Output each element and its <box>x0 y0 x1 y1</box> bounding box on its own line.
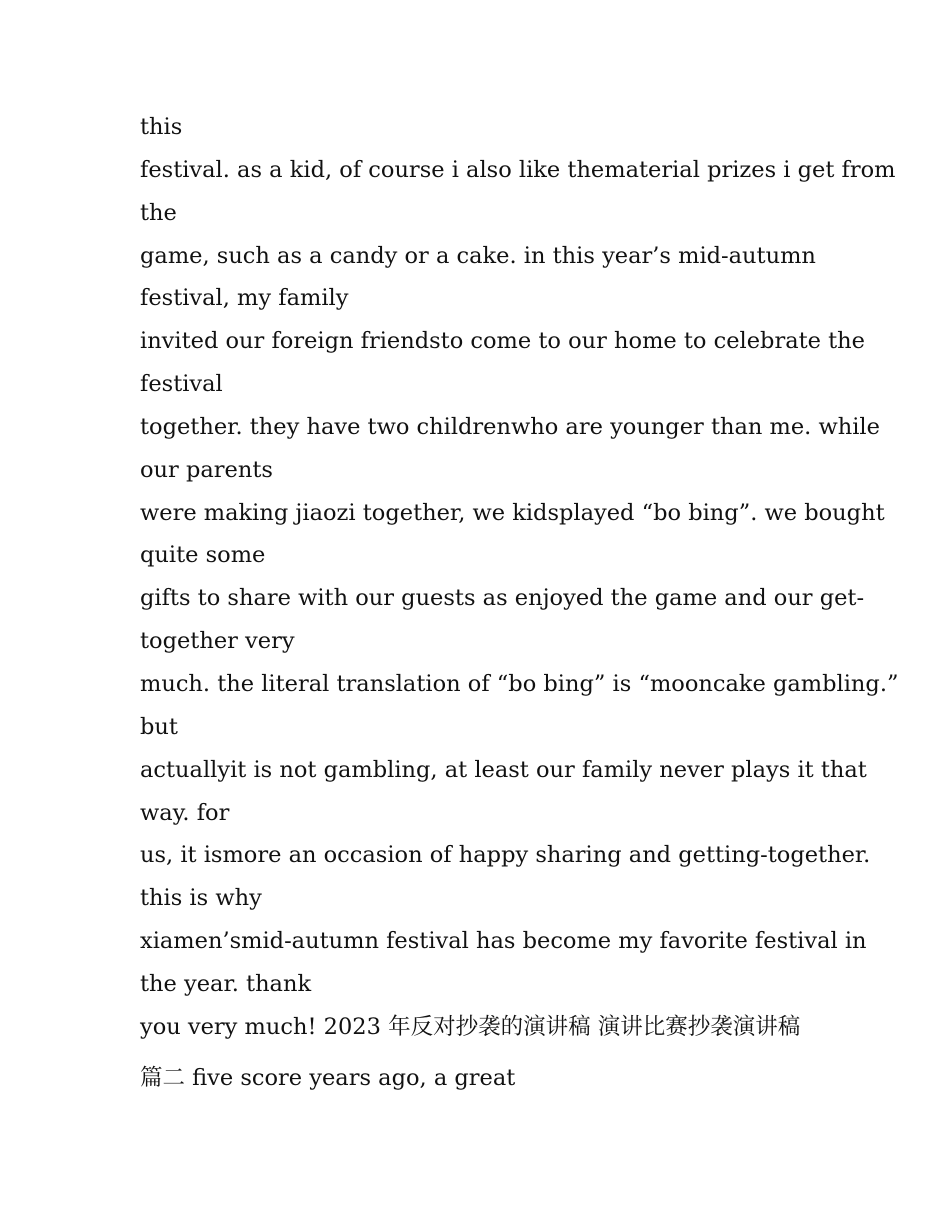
text-line: quite some <box>140 542 266 569</box>
text-line: festival <box>140 371 223 398</box>
text-line: the <box>140 199 177 226</box>
text-line: 篇二 five score years ago, a great <box>140 1064 516 1091</box>
text-line: festival. as a kid, of course i also like thematerial prizes i get from <box>140 156 896 183</box>
document-body <box>140 107 899 1109</box>
text-line: were making jiaozi together, we kidsplayed “bo bing”. we bought <box>140 499 885 526</box>
text-line: way. for <box>140 799 230 826</box>
text-line: xiamen’smid-autumn festival has become my favorite festival in <box>140 928 867 955</box>
text-line: much. the literal translation of “bo bing” is “mooncake gambling.” <box>140 670 899 697</box>
text-line: you very much! 2023 年反对抄袭的演讲稿 演讲比赛抄袭演讲稿 <box>140 1013 801 1040</box>
text-line: actuallyit is not gambling, at least our family never plays it that <box>140 756 867 783</box>
text-line: together. they have two childrenwho are younger than me. while <box>140 413 880 440</box>
text-line: but <box>140 713 178 740</box>
text-line: our parents <box>140 456 273 483</box>
text-line: this <box>140 114 183 140</box>
text-line: festival, my family <box>140 285 349 312</box>
text-line: us, it ismore an occasion of happy sharing and getting-together. <box>140 842 871 869</box>
text-line: this is why <box>140 885 262 912</box>
text-line: gifts to share with our guests as enjoyed the game and our get- <box>140 585 865 612</box>
text-line: invited our foreign friendsto come to our home to celebrate the <box>140 328 865 355</box>
text-line: together very <box>140 628 295 655</box>
text-line: game, such as a candy or a cake. in this year’s mid-autumn <box>140 242 816 269</box>
text-line: the year. thank <box>140 970 312 997</box>
